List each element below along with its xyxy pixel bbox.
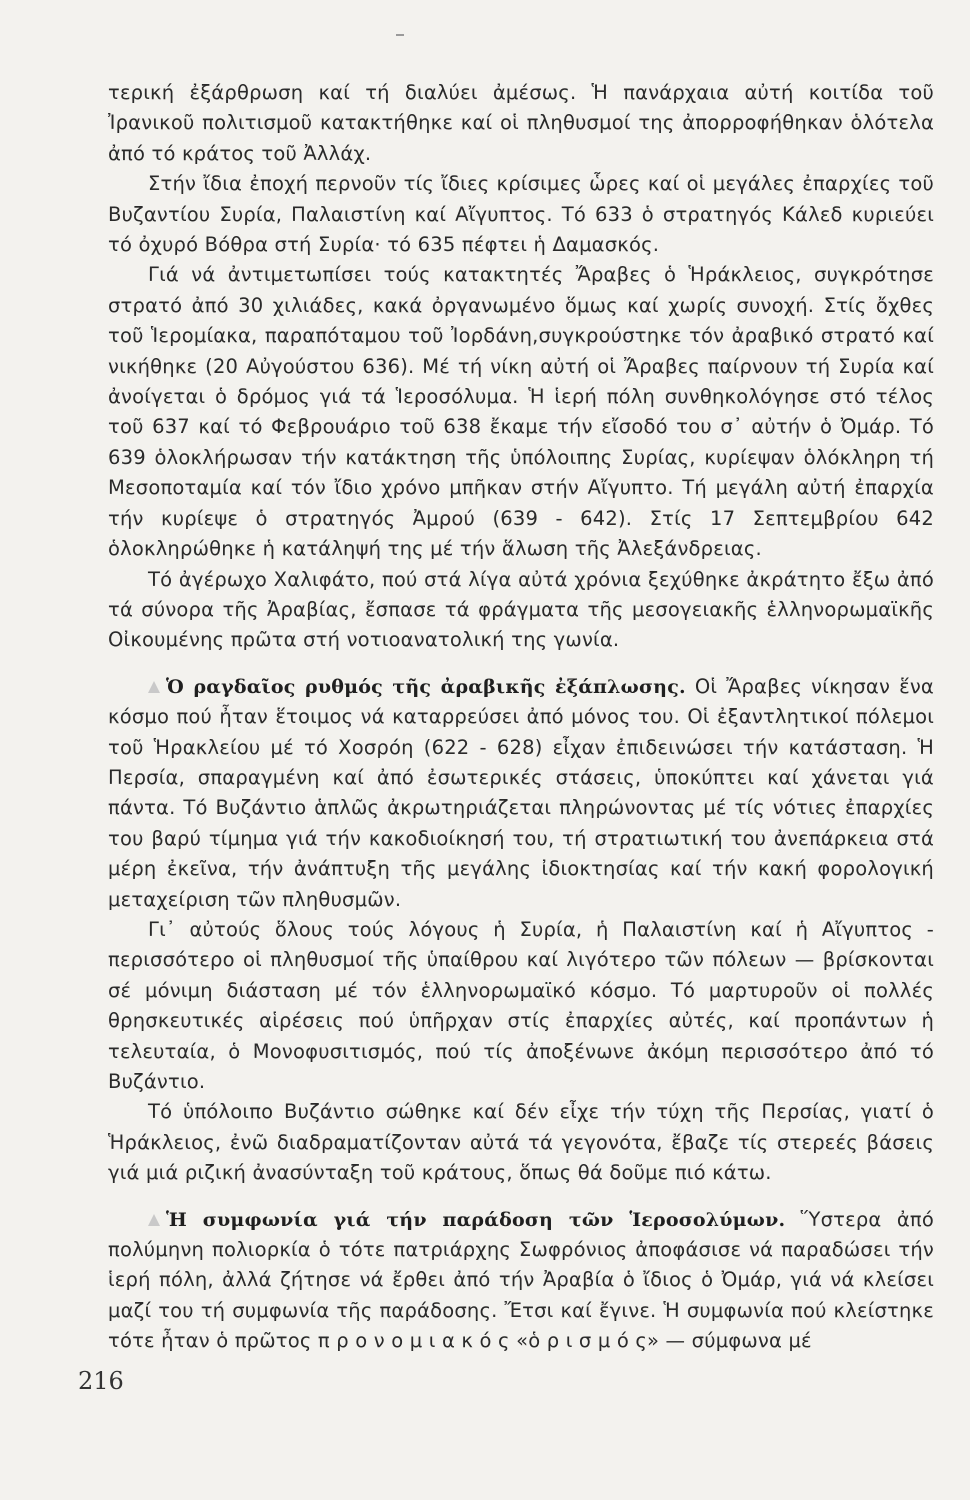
triangle-bullet-icon xyxy=(148,681,160,693)
page-number: 216 xyxy=(78,1367,124,1395)
triangle-bullet-icon xyxy=(148,1214,160,1226)
paragraph-6: Γι᾿ αὐτούς ὅλους τούς λόγους ἡ Συρία, ἡ Παλαιστίνη καί ἡ Αἴγυπτος - περισσότερο οἱ πληθυσμοί τῆς ὑπαίθρου καί λιγότερο τῶν πόλεων — βρίσκονται σέ μόνιμη διάσταση μέ τόν ἑλληνορωμαϊκό κόσμο. Τό μαρτυροῦν οἱ πολλές θρησκευτικές αἱρέσεις πού ὑπῆρχαν στίς ἐπαρχίες αὐτές, καί προπάντων ἡ τελευταία, ὁ Μονοφυσιτισμός, πού τίς ἀποξένωνε ἀκόμη περισσότερο ἀπό τό Βυζάντιο. xyxy=(108,917,934,1093)
paragraph-1: τερική ἐξάρθρωση καί τή διαλύει ἀμέσως. Ἡ πανάρχαια αὐτή κοιτίδα τοῦ Ἰρανικοῦ πολιτισμοῦ κατακτήθηκε καί οἱ πληθυσμοί της ἀπορροφήθηκαν ὁλότελα ἀπό τό κράτος τοῦ Ἀλλάχ. xyxy=(108,81,934,165)
paragraph-7: Τό ὑπόλοιπο Βυζάντιο σώθηκε καί δέν εἶχε τήν τύχη τῆς Περσίας, γιατί ὁ Ἡράκλειος, ἐνῶ διαδραματίζονταν αὐτά τά γεγονότα, ἔβαζε τίς στερεές βάσεις γιά μιά ριζική ἀνασύνταξη τοῦ κράτους, ὅπως θά δοῦμε πιό κάτω. xyxy=(108,1100,934,1185)
scan-mark xyxy=(396,34,404,36)
paragraph-2: Στήν ἴδια ἐποχή περνοῦν τίς ἴδιες κρίσιμες ὧρες καί οἱ μεγάλες ἐπαρχίες τοῦ Βυζαντίου Συρία, Παλαιστίνη καί Αἴγυπτος. Τό 633 ὁ στρατηγός Κάλεδ κυριεύει τό ὀχυρό Βόθρα στή Συρία· τό 635 πέφτει ἡ Δαμασκός. xyxy=(108,172,934,257)
body-text xyxy=(108,78,934,1357)
section-paragraph-arab-expansion xyxy=(108,672,934,915)
section-heading-jerusalem: Ἡ συμφωνία γιά τήν παράδοση τῶν Ἱεροσολύμων. xyxy=(166,1208,786,1231)
paragraph-4: Τό ἀγέρωχο Χαλιφάτο, πού στά λίγα αὐτά χρόνια ξεχύθηκε ἀκράτητο ἔξω ἀπό τά σύνορα τῆς Ἀραβίας, ἔσπασε τά φράγματα τῆς μεσογειακῆς ἑλληνορωμαϊκῆς Οἰκουμένης πρῶτα στή νοτιοανατολική της γωνία. xyxy=(108,567,934,652)
section-text-jerusalem: Ὕστερα ἀπό πολύμηνη πολιορκία ὁ τότε πατριάρχης Σωφρόνιος ἀποφάσισε νά παραδώσει τήν ἱερή πόλη, ἀλλά ζήτησε νά ἔρθει ἀπό τήν Ἀραβία ὁ ἴδιος ὁ Ὀμάρ, γιά νά κλείσει μαζί του τή συμφωνία τῆς παράδοσης. Ἔτσι καί ἔγινε. Ἡ συμφωνία πού κλείστηκε τότε ἦταν ὁ πρῶτος π ρ ο ν ο μ ι α κ ό ς «ὁ ρ ι σ μ ό ς» — σύμφωνα μέ xyxy=(108,1207,934,1353)
paragraph-3: Γιά νά ἀντιμετωπίσει τούς κατακτητές Ἄραβες ὁ Ἡράκλειος, συγκρότησε στρατό ἀπό 30 χιλιάδες, κακά ὀργανωμένο ὅμως καί χωρίς συνοχή. Στίς ὄχθες τοῦ Ἱερομίακα, παραπόταμου τοῦ Ἰορδάνη,συγκρούστηκε τόν ἀραβικό στρατό καί νικήθηκε (20 Αὐγούστου 636). Μέ τή νίκη αὐτή οἱ Ἄραβες παίρνουν τή Συρία καί ἀνοίγεται ὁ δρόμος γιά τά Ἱεροσόλυμα. Ἡ ἱερή πόλη συνθηκολόγησε στό τέλος τοῦ 637 καί τό Φεβρουάριο τοῦ 638 ἔκαμε τήν εἴσοδό του σ᾿ αὐτήν ὁ Ὀμάρ. Τό 639 ὁλοκλήρωσαν τήν κατάκτηση τῆς ὑπόλοιπης Συρίας, κυρίεψαν ὁλόκληρη τή Μεσοποταμία καί τόν ἴδιο χρόνο μπῆκαν στήν Αἴγυπτο. Τή μεγάλη αὐτή ἐπαρχία τήν κυρίεψε ὁ στρατηγός Ἀμρού (639 - 642). Στίς 17 Σεπτεμβρίου 642 ὁλοκληρώθηκε ἡ κατάληψή της μέ τήν ἅλωση τῆς Ἀλεξάνδρειας. xyxy=(108,263,934,561)
section-text-arab-expansion: Οἱ Ἄραβες νίκησαν ἕνα κόσμο πού ἦταν ἕτοιμος νά καταρρεύσει ἀπό μόνος του. Οἱ ἐξαντλητικοί πόλεμοι τοῦ Ἡρακλείου μέ τό Χοσρόη (622 - 628) εἶχαν ἐπιδεινώσει τήν κατάσταση. Ἡ Περσία, σπαραγμένη καί ἀπό ἐσωτερικές στάσεις, ὑποκύπτει καί χάνεται γιά πάντα. Τό Βυζάντιο ἁπλῶς ἀκρωτηριάζεται πληρώνοντας μέ τίς νότιες ἐπαρχίες του βαρύ τίμημα γιά τήν κακοδιοίκησή του, τή στρατιωτική του ἀνεπάρκεια στά μέρη ἐκεῖνα, τήν ἀνάπτυξη τῆς μεγάλης ἰδιοκτησίας καί τήν κακή φορολογική μεταχείριση τῶν πληθυσμῶν. xyxy=(108,674,934,911)
section-paragraph-jerusalem xyxy=(108,1205,934,1357)
section-heading-arab-expansion: Ὁ ραγδαῖος ρυθμός τῆς ἀραβικῆς ἐξάπλωσης. xyxy=(166,675,686,698)
